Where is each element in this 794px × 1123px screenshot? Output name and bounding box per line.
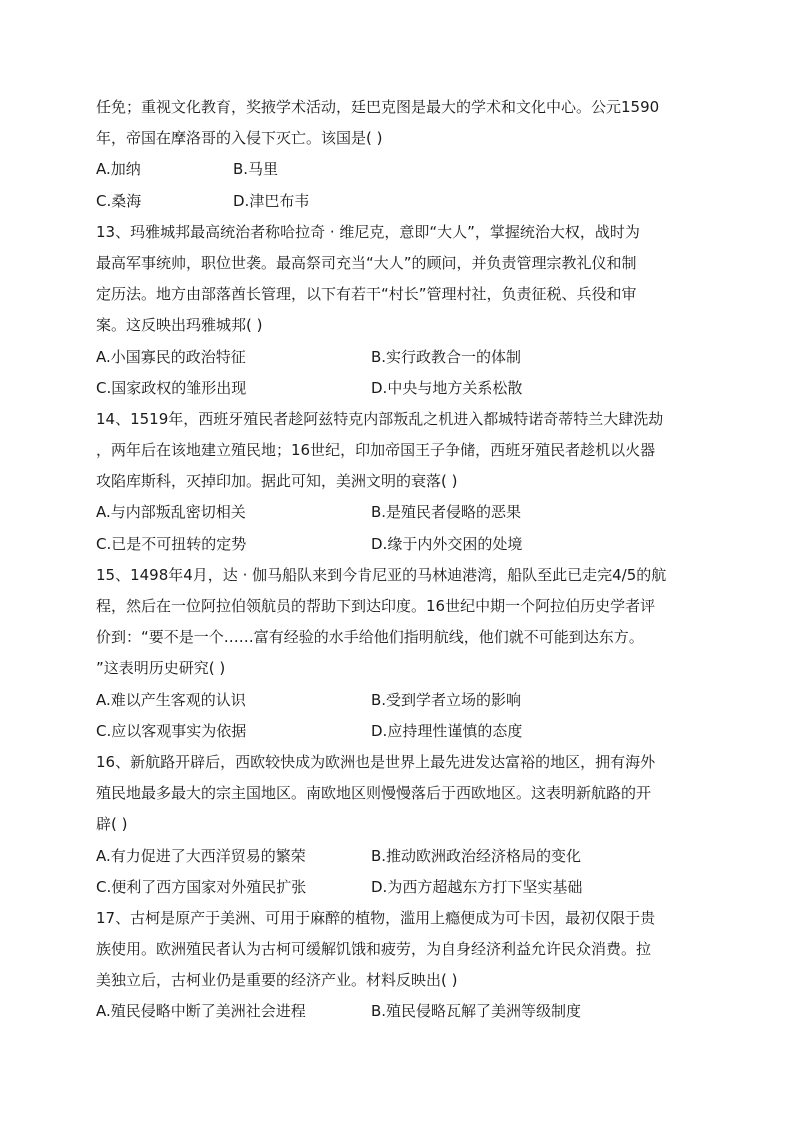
option-a: A.小国寡民的政治特征 (96, 347, 246, 366)
question-text-line: 价到：“要不是一个……富有经验的水手给他们指明航线，他们就不可能到达东方。 (96, 628, 644, 647)
question-text-line: 年，帝国在摩洛哥的入侵下灭亡。该国是( ) (96, 129, 383, 148)
option-row (96, 373, 706, 404)
option-row (96, 716, 706, 747)
exam-page (96, 92, 706, 1028)
option-b: B.马里 (233, 160, 279, 179)
option-a: A.与内部叛乱密切相关 (96, 503, 246, 522)
option-c: C.已是不可扭转的定势 (96, 534, 247, 553)
option-b: B.受到学者立场的影响 (371, 690, 522, 709)
option-row (96, 342, 706, 373)
option-a: A.殖民侵略中断了美洲社会进程 (96, 1002, 306, 1021)
question-text-line: ”这表明历史研究( ) (96, 659, 226, 678)
option-c: C.国家政权的雏形出现 (96, 378, 247, 397)
option-d: D.缘于内外交困的处境 (371, 534, 523, 553)
question-13 (96, 217, 706, 404)
option-d: D.为西方超越东方打下坚实基础 (371, 877, 583, 896)
option-row (96, 685, 706, 716)
question-text-line: 15、1498年4月，达 · 伽马船队来到今肯尼亚的马林迪港湾，船队至此已走完4/5的航 (96, 565, 667, 584)
question-text-line: 辟( ) (96, 815, 128, 834)
option-b: B.推动欧洲政治经济格局的变化 (371, 846, 582, 865)
question-text-line: 殖民地最多最大的宗主国地区。南欧地区则慢慢落后于西欧地区。这表明新航路的开 (96, 784, 652, 803)
option-row (96, 996, 706, 1027)
option-c: C.桑海 (96, 191, 142, 210)
question-16 (96, 747, 706, 903)
option-a: A.难以产生客观的认识 (96, 690, 246, 709)
option-d: D.中央与地方关系松散 (371, 378, 523, 397)
option-d: D.应持理性谨慎的态度 (371, 721, 523, 740)
question-text-line: ，两年后在该地建立殖民地；16世纪，印加帝国王子争储，西班牙殖民者趁机以火器 (96, 441, 656, 460)
question-text-line: 任免；重视文化教育，奖掖学术活动，廷巴克图是最大的学术和文化中心。公元1590 (96, 98, 660, 116)
question-14 (96, 404, 706, 560)
option-a: A.加纳 (96, 160, 141, 179)
option-row (96, 186, 706, 217)
option-a: A.有力促进了大西洋贸易的繁荣 (96, 846, 306, 865)
question-text-line: 攻陷库斯科，灭掉印加。据此可知，美洲文明的衰落( ) (96, 472, 458, 491)
question-text-line: 族使用。欧洲殖民者认为古柯可缓解饥饿和疲劳，为自身经济利益允许民众消费。拉 (96, 940, 652, 959)
option-row (96, 872, 706, 903)
question-15 (96, 560, 706, 747)
option-c: C.应以客观事实为依据 (96, 721, 247, 740)
question-text-line: 最高军事统帅，职位世袭。最高祭司充当“大人”的顾问，并负责管理宗教礼仪和制 (96, 253, 637, 272)
option-d: D.津巴布韦 (233, 191, 310, 210)
question-12 (96, 92, 706, 217)
question-text-line: 美独立后，古柯业仍是重要的经济产业。材料反映出( ) (96, 971, 458, 990)
option-row (96, 154, 706, 185)
question-text-line: 定历法。地方由部落酋长管理，以下有若干“村长”管理村社，负责征税、兵役和审 (96, 285, 637, 304)
option-b: B.殖民侵略瓦解了美洲等级制度 (371, 1002, 582, 1021)
option-row (96, 529, 706, 560)
question-text-line: 13、玛雅城邦最高统治者称哈拉奇 · 维尼克，意即“大人”，掌握统治大权，战时为 (96, 222, 640, 241)
question-text-line: 17、古柯是原产于美洲、可用于麻醉的植物，滥用上瘾便成为可卡因，最初仅限于贵 (96, 908, 656, 927)
question-text-line: 16、新航路开辟后，西欧较快成为欧洲也是世界上最先进发达富裕的地区，拥有海外 (96, 752, 656, 771)
question-text-line: 14、1519年，西班牙殖民者趁阿兹特克内部叛乱之机进入都城特诺奇蒂特兰大肆洗劫 (96, 409, 664, 428)
question-17 (96, 903, 706, 1028)
option-c: C.便利了西方国家对外殖民扩张 (96, 877, 307, 896)
question-text-line: 案。这反映出玛雅城邦( ) (96, 316, 263, 335)
option-row (96, 497, 706, 528)
option-b: B.是殖民者侵略的恶果 (371, 503, 522, 522)
option-row (96, 841, 706, 872)
option-b: B.实行政教合一的体制 (371, 347, 522, 366)
question-text-line: 程，然后在一位阿拉伯领航员的帮助下到达印度。16世纪中期一个阿拉伯历史学者评 (96, 597, 656, 615)
